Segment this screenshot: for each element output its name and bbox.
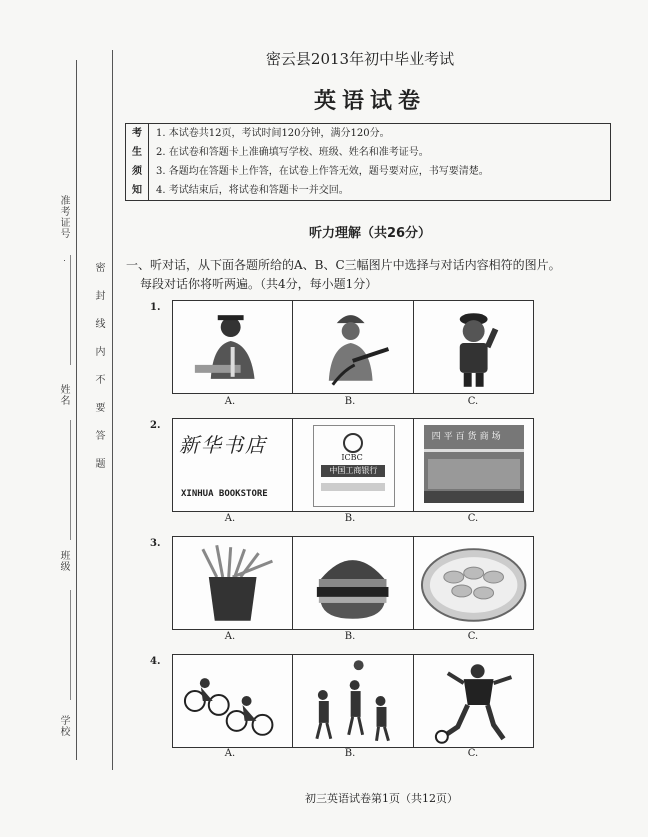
section-title: 听力理解（共26分） bbox=[308, 226, 432, 241]
exam-title: 密云县2013年初中毕业考试 bbox=[265, 50, 455, 68]
police-officer-icon[interactable] bbox=[414, 301, 533, 393]
store-sign: 四平百货商场 bbox=[431, 432, 504, 442]
french-fries-icon[interactable] bbox=[173, 537, 293, 629]
admission-no-label: 准考证号 bbox=[58, 195, 69, 239]
binding-line-inner bbox=[112, 50, 113, 770]
option-label[interactable]: B. bbox=[344, 513, 356, 524]
school-label: 学校 bbox=[58, 715, 69, 737]
notice-label-char: 须 bbox=[132, 166, 142, 177]
cycling-icon[interactable] bbox=[173, 655, 293, 747]
xinhua-bookstore-sign[interactable] bbox=[173, 419, 293, 511]
notice-label-char: 知 bbox=[132, 185, 142, 196]
notice-item: 3. 各题均在答题卡上作答，在试卷上作答无效，题号要对应，书写要清楚。 bbox=[156, 166, 489, 177]
admission-no-field bbox=[70, 255, 71, 365]
question-number: 2. bbox=[150, 420, 161, 431]
option-label[interactable]: C. bbox=[467, 631, 479, 642]
question-2-pictures bbox=[172, 418, 534, 512]
dumplings-icon[interactable] bbox=[414, 537, 533, 629]
icbc-bank-sign[interactable] bbox=[293, 419, 413, 511]
notice-item: 4. 考试结束后，将试卷和答题卡一并交回。 bbox=[156, 185, 349, 196]
notice-label bbox=[126, 124, 149, 200]
class-field bbox=[70, 590, 71, 700]
question-number: 4. bbox=[150, 656, 161, 667]
option-label[interactable]: A. bbox=[224, 396, 236, 407]
seal-line-notice: 密封线内不要答题 bbox=[93, 262, 104, 486]
option-label[interactable]: C. bbox=[467, 748, 479, 759]
basketball-icon[interactable] bbox=[293, 655, 413, 747]
option-label[interactable]: A. bbox=[224, 513, 236, 524]
question-number: 3. bbox=[150, 538, 161, 549]
name-label: 姓名 bbox=[58, 384, 69, 406]
firefighter-icon[interactable] bbox=[293, 301, 413, 393]
option-label[interactable]: B. bbox=[344, 396, 356, 407]
icbc-sign-cn: 中国工商银行 bbox=[321, 465, 385, 477]
xinhua-sign-en: XINHUA BOOKSTORE bbox=[181, 489, 268, 499]
question-1-pictures bbox=[172, 300, 534, 394]
paper-title: 英语试卷 bbox=[313, 89, 426, 114]
hamburger-icon[interactable] bbox=[293, 537, 413, 629]
binding-line-outer bbox=[76, 60, 77, 760]
notice-label-char: 生 bbox=[132, 147, 142, 158]
option-label[interactable]: A. bbox=[224, 631, 236, 642]
name-field bbox=[70, 420, 71, 540]
soccer-icon[interactable] bbox=[414, 655, 533, 747]
waiter-icon[interactable] bbox=[173, 301, 293, 393]
section-instruction-2: 每段对话你将听两遍。（共4分，每小题1分） bbox=[140, 277, 378, 291]
department-store-building[interactable] bbox=[414, 419, 533, 511]
class-label: 班级 bbox=[58, 550, 69, 572]
question-4-pictures bbox=[172, 654, 534, 748]
option-label[interactable]: A. bbox=[224, 748, 236, 759]
option-label[interactable]: C. bbox=[467, 513, 479, 524]
question-number: 1. bbox=[150, 302, 161, 313]
notice-item: 1. 本试卷共12页，考试时间120分钟，满分120分。 bbox=[156, 128, 390, 139]
option-label[interactable]: C. bbox=[467, 396, 479, 407]
option-label[interactable]: B. bbox=[344, 631, 356, 642]
notice-label-char: 考 bbox=[132, 128, 142, 139]
xinhua-sign-cn: 新华书店 bbox=[179, 433, 267, 457]
section-instruction: 一、听对话，从下面各题所给的A、B、C三幅图片中选择与对话内容相符的图片。 bbox=[126, 258, 561, 272]
admission-no-line bbox=[64, 260, 65, 261]
option-label[interactable]: B. bbox=[344, 748, 356, 759]
question-3-pictures bbox=[172, 536, 534, 630]
icbc-sign-en: ICBC bbox=[341, 453, 363, 462]
page-footer: 初三英语试卷第1页（共12页） bbox=[305, 792, 458, 805]
notice-item: 2. 在试卷和答题卡上准确填写学校、班级、姓名和准考证号。 bbox=[156, 147, 429, 158]
exam-notice-box bbox=[125, 123, 611, 201]
